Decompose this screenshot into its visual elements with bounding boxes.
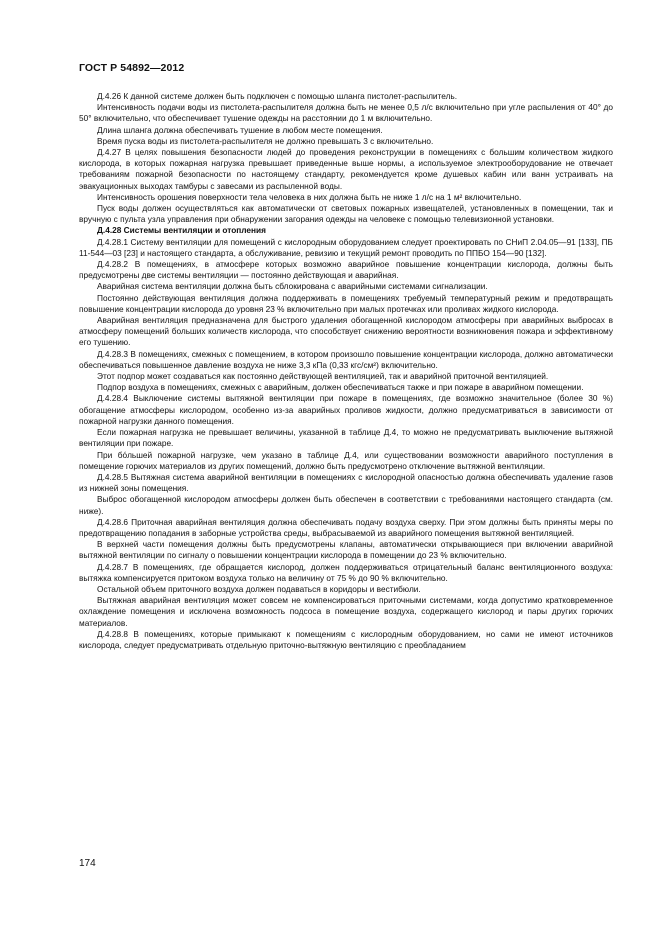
paragraph: Д.4.28.7 В помещениях, где обращается кислород, должен поддерживаться отрицательный баланс вентиляционного воздуха: вытяжка компенсируется притоком воздуха только на величину от 75 % до 90 % включительно. — [79, 561, 613, 583]
page-number: 174 — [79, 858, 96, 869]
paragraph: Д.4.28.4 Выключение системы вытяжной вентиляции при пожаре в помещениях, где возможно значительное (более 30 %) обогащение атмосферы кислородом, особенно из-за аварийных проливов жидкости, должно предусматриваться в зависимости от пожарной нагрузки данного помещения. — [79, 393, 613, 426]
paragraph: Вытяжная аварийная вентиляция может совсем не компенсироваться приточными системами, когда допустимо кратковременное охлаждение помещения и исключена возможность подсоса в помещение воздуха, содержащего кислород и пары других горючих материалов. — [79, 595, 613, 628]
paragraph: Длина шланга должна обеспечивать тушение в любом месте помещения. — [97, 124, 383, 135]
document-header: ГОСТ Р 54892—2012 — [79, 62, 185, 74]
paragraph: Интенсивность подачи воды из пистолета-распылителя должна быть не менее 0,5 л/с включительно при угле распыления от 40° до 50° включительно, что обеспечивает тушение одежды на расстоянии до 1 м включительно. — [79, 102, 613, 124]
paragraph: Пуск воды должен осуществляться как автоматически от световых пожарных извещателей, установленных в помещении, так и вручную с пульта узла управления при обнаружении загорания одежды на человеке с помощью телевизионной установки. — [79, 203, 613, 225]
paragraph: Д.4.28.2 В помещениях, в атмосфере которых возможно аварийное повышение концентрации кислорода, должны быть предусмотрены две системы вентиляции — постоянно действующая и аварийная. — [79, 259, 613, 281]
paragraph: Д.4.28.6 Приточная аварийная вентиляция должна обеспечивать подачу воздуха сверху. При этом должны быть приняты меры по предотвращению попадания в заборные устройства среды, выбрасываемой из аварийного помещения вытяжной вентиляцией. — [79, 516, 613, 538]
paragraph: Д.4.28.8 В помещениях, которые примыкают к помещениям с кислородным оборудованием, но сами не имеют источников кислорода, следует предусматривать отдельную приточно-вытяжную вентиляцию с преобладанием — [79, 628, 613, 650]
paragraph: Д.4.27 В целях повышения безопасности людей до проведения реконструкции в помещениях с большим количеством жидкого кислорода, в которых пожарная нагрузка превышает приведенные выше нормы, а используемое электрооборудование не отвечает требованиям пожарной безопасности по настоящему стандарту, рекомендуется кроме душевых кабин или ванн устраивать на эвакуационных выходах тамбуры с завесами из распыленной воды. — [79, 147, 613, 191]
paragraph: При бо́льшей пожарной нагрузке, чем указано в таблице Д.4, или существовании возможности аварийного поступления в помещение горючих материалов из других помещений, должно быть предусмотрено отключение вытяжной вентиляции. — [79, 449, 613, 471]
paragraph: Время пуска воды из пистолета-распылителя не должно превышать 3 с включительно. — [97, 135, 434, 146]
paragraph: Д.4.28.5 Вытяжная система аварийной вентиляции в помещениях с кислородной опасностью должна обеспечивать удаление газов из нижней зоны помещения. — [79, 471, 613, 494]
paragraph: Интенсивность орошения поверхности тела человека в них должна быть не ниже 1 л/с на 1 м² включительно. — [97, 191, 522, 202]
paragraph: Выброс обогащенной кислородом атмосферы должен быть обеспечен в соответствии с требованиями настоящего стандарта (см. ниже). — [79, 494, 613, 516]
paragraph: Постоянно действующая вентиляция должна поддерживать в помещениях требуемый температурный режим и предотвращать повышение концентрации кислорода до уровня 23 % включительно при малых протечках или проливах жидкого кислорода. — [79, 292, 613, 314]
paragraph: Д.4.28.3 В помещениях, смежных с помещением, в котором произошло повышение концентрации кислорода, должно автоматически обеспечиваться повышенное давление воздуха не ниже 3,3 кПа (0,33 кгс/см²) включительно. — [79, 348, 613, 370]
paragraph: Аварийная система вентиляции должна быть сблокирована с аварийными системами сигнализации. — [97, 281, 488, 292]
paragraph: Если пожарная нагрузка не превышает величины, указанной в таблице Д.4, то можно не предусматривать выключение вытяжной вентиляции при пожаре. — [79, 427, 613, 449]
paragraph: Аварийная вентиляция предназначена для быстрого удаления обогащенной кислородом атмосферы при аварийных выбросах в атмосферу помещений больших количеств кислорода, что способствует снижению вероятности возникновения пожара и эффективному его тушению. — [79, 315, 613, 348]
section-heading: Д.4.28 Системы вентиляции и отопления — [97, 225, 267, 236]
paragraph: Д.4.28.1 Систему вентиляции для помещений с кислородным оборудованием следует проектировать по СНиП 2.04.05—91 [133], ПБ 11-544—03 [23] и настоящего стандарта, а обслуживание, ревизию и текущий ремонт проводить по ППБО 154—90 [132]. — [79, 236, 613, 258]
paragraph: Подпор воздуха в помещениях, смежных с аварийным, должен обеспечиваться также и при пожаре в аварийном помещении. — [97, 382, 584, 393]
paragraph: Этот подпор может создаваться как постоянно действующей вентиляцией, так и аварийной приточной вентиляцией. — [97, 371, 549, 382]
paragraph: Остальной объем приточного воздуха должен подаваться в коридоры и вестибюли. — [97, 583, 421, 594]
paragraph: Д.4.26 К данной системе должен быть подключен с помощью шланга пистолет-распылитель. — [97, 91, 458, 101]
document-body — [79, 91, 613, 651]
paragraph: В верхней части помещения должны быть предусмотрены клапаны, автоматически открывающиеся при включении аварийной вытяжной вентиляции по сигналу о повышении концентрации кислорода в помещении до 23 % включительно. — [79, 539, 613, 561]
